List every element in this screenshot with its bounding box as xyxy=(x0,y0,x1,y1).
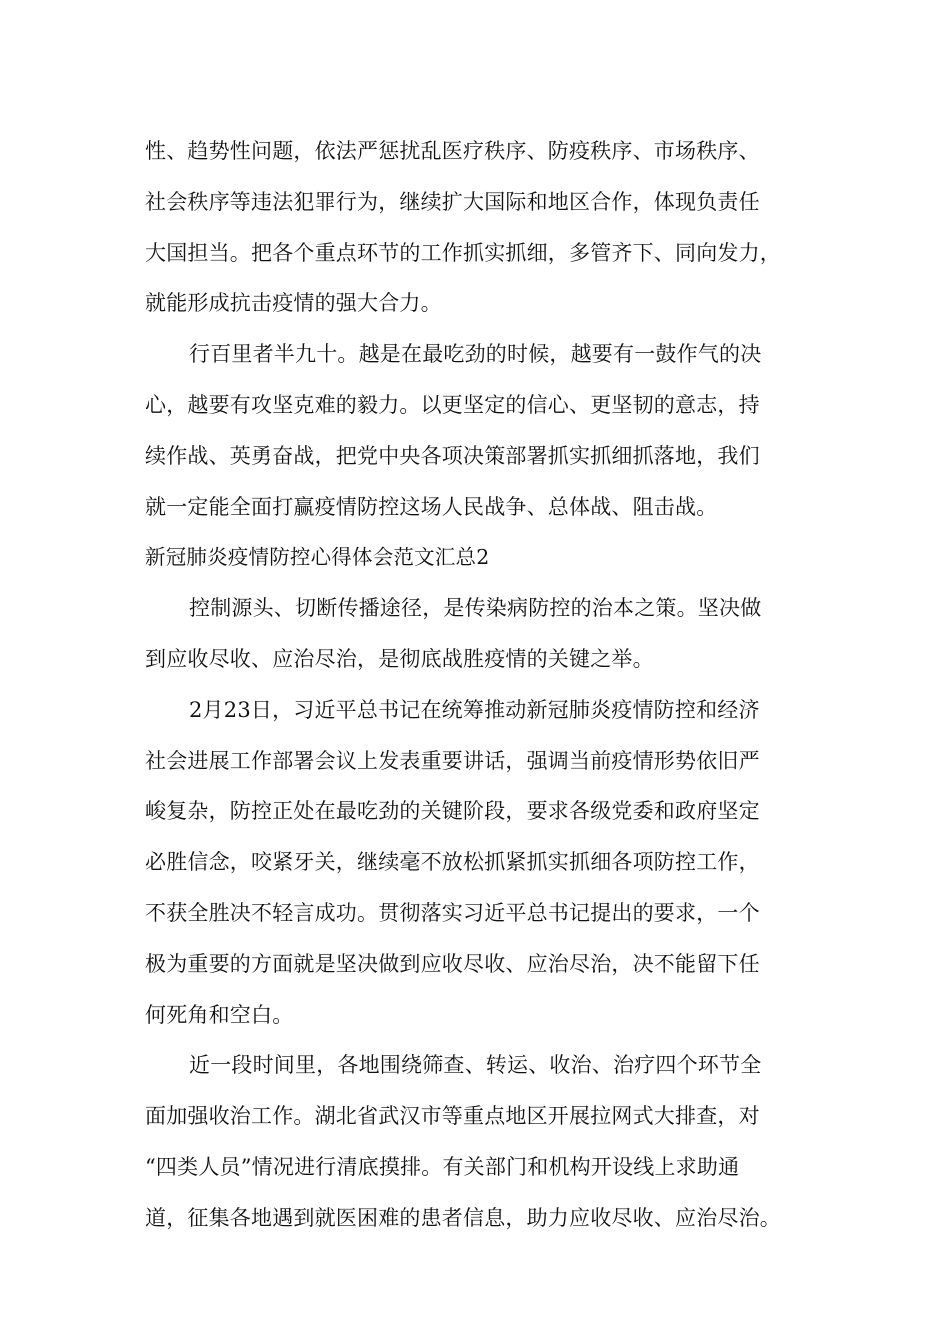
text-line: 到应收尽收、应治尽治，是彻底战胜疫情的关键之举。 xyxy=(145,646,654,671)
text-line: 心，越要有攻坚克难的毅力。以更坚定的信心、更坚韧的意志，持 xyxy=(145,392,760,417)
section-heading: 新冠肺炎疫情防控心得体会范文汇总2 xyxy=(145,545,490,570)
text-line: 不获全胜决不轻言成功。贯彻落实习近平总书记提出的要求，一个 xyxy=(145,900,760,925)
paragraph-first-line: 近一段时间里，各地围绕筛查、转运、收治、治疗四个环节全 xyxy=(189,1053,762,1078)
text-line: 何死角和空白。 xyxy=(145,1002,294,1027)
document-body xyxy=(145,126,805,1244)
text-line: 就能形成抗击疫情的强大合力。 xyxy=(145,291,442,316)
paragraph-first-line: 2月23日，习近平总书记在统筹推动新冠肺炎疫情防控和经济 xyxy=(189,697,760,722)
text-line: 就一定能全面打赢疫情防控这场人民战争、总体战、阻击战。 xyxy=(145,494,718,519)
text-line: 峻复杂，防控正处在最吃劲的关键阶段，要求各级党委和政府坚定 xyxy=(145,799,760,824)
text-line: 面加强收治工作。湖北省武汉市等重点地区开展拉网式大排查，对 xyxy=(145,1104,760,1129)
text-line: 续作战、英勇奋战，把党中央各项决策部署抓实抓细抓落地，我们 xyxy=(145,443,760,468)
text-line: “四类人员”情况进行清底摸排。有关部门和机构开设线上求助通 xyxy=(145,1154,740,1179)
text-line: 社会进展工作部署会议上发表重要讲话，强调当前疫情形势依旧严 xyxy=(145,748,760,773)
text-line: 大国担当。把各个重点环节的工作抓实抓细，多管齐下、同向发力， xyxy=(145,240,781,265)
text-line: 必胜信念，咬紧牙关，继续毫不放松抓紧抓实抓细各项防控工作， xyxy=(145,850,760,875)
text-line: 道，征集各地遇到就医困难的患者信息，助力应收尽收、应治尽治。 xyxy=(145,1205,781,1230)
paragraph-first-line: 行百里者半九十。越是在最吃劲的时候，越要有一鼓作气的决 xyxy=(189,342,762,367)
paragraph-first-line: 控制源头、切断传播途径，是传染病防控的治本之策。坚决做 xyxy=(189,596,762,621)
text-line: 性、趋势性问题，依法严惩扰乱医疗秩序、防疫秩序、市场秩序、 xyxy=(145,139,760,163)
text-line: 极为重要的方面就是坚决做到应收尽收、应治尽治，决不能留下任 xyxy=(145,951,760,976)
text-line: 社会秩序等违法犯罪行为，继续扩大国际和地区合作，体现负责任 xyxy=(145,189,760,214)
